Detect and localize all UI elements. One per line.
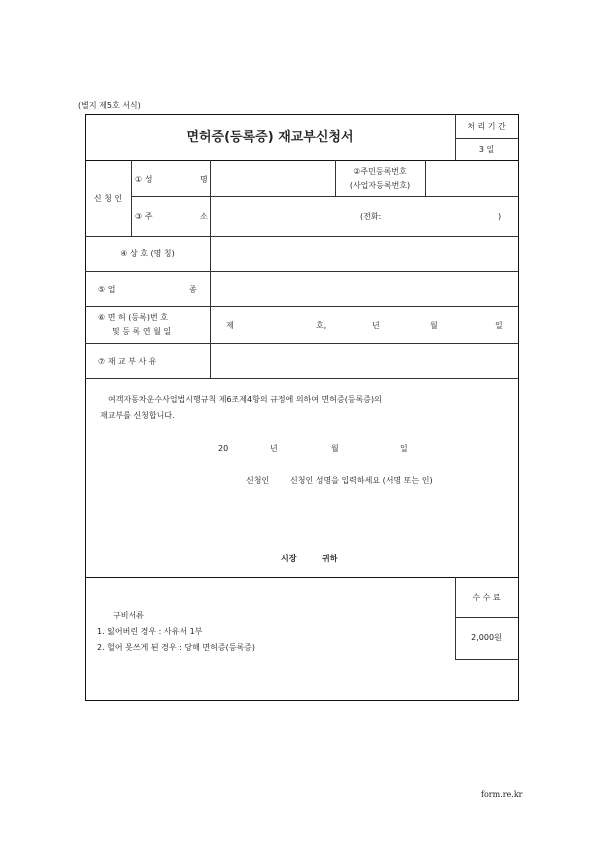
license-je: 제 <box>226 321 234 330</box>
trade-name-field[interactable] <box>212 238 516 269</box>
processing-value: 3 일 <box>478 145 495 154</box>
trade-name-label: ④ 상 호 (명 칭) <box>120 249 175 258</box>
rrn-label-2: (사업자등록번호) <box>349 181 411 190</box>
reason-field[interactable] <box>212 345 516 376</box>
date-day: 일 <box>400 444 408 453</box>
license-label-1: ⑥ 면 허 (등록)번 호 <box>98 313 168 322</box>
form-number: (별지 제5호 서식) <box>78 101 141 110</box>
frame-right <box>518 114 519 701</box>
frame-bottom <box>85 700 519 701</box>
processing-label: 처 리 기 간 <box>467 122 506 131</box>
fee-value: 2,000원 <box>471 633 502 642</box>
date-month: 월 <box>331 444 339 453</box>
name-label-end: 명 <box>200 175 208 184</box>
signer-input[interactable]: 신청인 성명을 입력하세요 (서명 또는 인) <box>290 476 433 485</box>
license-year: 년 <box>372 321 380 330</box>
date-20: 20 <box>218 444 229 453</box>
footer-site: form.re.kr <box>481 790 523 799</box>
documents-item-1: 1. 잃어버린 경우 : 사유서 1부 <box>97 627 203 636</box>
license-month: 월 <box>430 321 438 330</box>
business-label-end: 종 <box>189 285 197 294</box>
name-label: ① 성 <box>135 175 153 184</box>
form-title: 면허증(등록증) 재교부신청서 <box>186 130 354 145</box>
addressee-suffix: 귀하 <box>322 554 338 563</box>
address-label: ③ 주 <box>135 212 153 221</box>
addressee: 시장 <box>281 554 297 563</box>
license-label-2: 및 등 록 연 월 일 <box>112 327 172 336</box>
statement-line-1: 여객자동차운수사업법시행규칙 제6조제4항의 규정에 의하여 면허증(등록증)의 <box>108 395 382 404</box>
documents-title: 구비서류 <box>113 611 144 620</box>
date-year: 년 <box>270 444 278 453</box>
business-field[interactable] <box>212 273 516 304</box>
address-label-end: 소 <box>200 212 208 221</box>
rrn-label-1: ②주민등록번호 <box>353 167 407 176</box>
fee-label: 수 수 료 <box>472 593 501 602</box>
signer-label: 신청인 <box>246 476 270 485</box>
statement-line-2: 재교부를 신청합니다. <box>100 411 175 420</box>
phone-label: (전화: <box>360 212 382 221</box>
phone-close: ) <box>498 212 502 221</box>
frame-top <box>85 114 519 115</box>
documents-item-2: 2. 헐어 못쓰게 된 경우 : 당해 면허증(등록증) <box>97 643 256 652</box>
reason-label: ⑦ 재 교 부 사 유 <box>98 357 157 366</box>
license-day: 일 <box>495 321 503 330</box>
license-ho: 호, <box>316 321 327 330</box>
name-field[interactable] <box>212 162 333 194</box>
business-label: ⑤ 업 <box>98 285 116 294</box>
rrn-field[interactable] <box>427 162 516 194</box>
applicant-label: 신 청 인 <box>93 194 123 203</box>
